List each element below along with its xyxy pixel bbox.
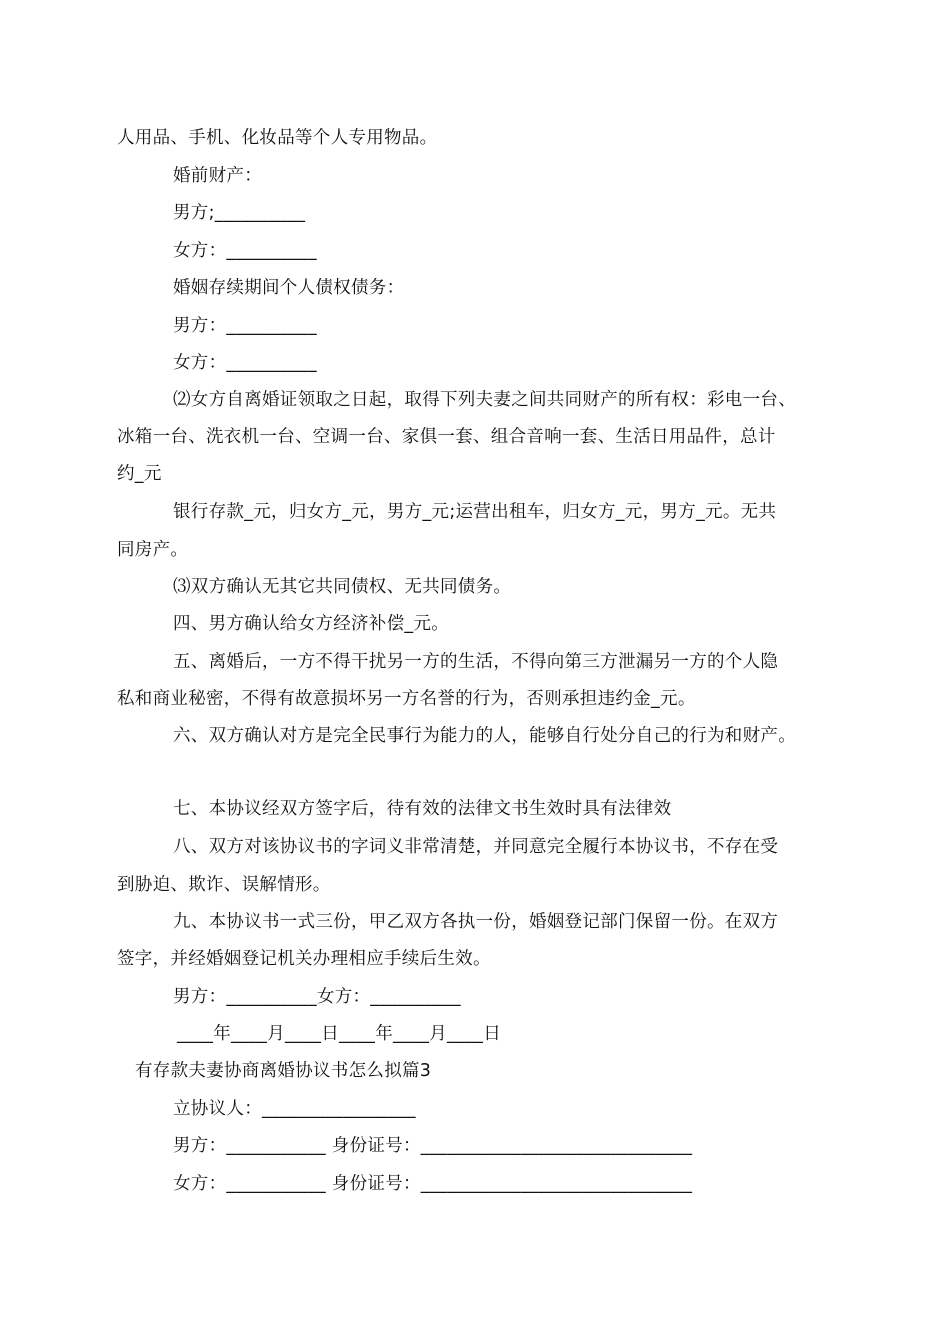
signature-line: 男方：__________女方：__________ xyxy=(173,987,461,1007)
paragraph-line: 约_元 xyxy=(117,464,162,484)
paragraph-line: 人用品、手机、化妆品等个人专用物品。 xyxy=(117,128,438,148)
paragraph-line: 私和商业秘密，不得有故意损坏另一方名誉的行为，否则承担违约金_元。 xyxy=(117,689,696,709)
section-heading: 婚姻存续期间个人债权债务： xyxy=(173,278,405,298)
paragraph-line: 四、男方确认给女方经济补偿_元。 xyxy=(173,614,450,634)
form-field-line: 女方：__________ xyxy=(173,241,317,261)
form-field-line: 男方;__________ xyxy=(173,203,306,223)
paragraph-line: 同房产。 xyxy=(117,540,189,560)
paragraph-line: 八、双方对该协议书的字词义非常清楚，并同意完全履行本协议书，不存在受 xyxy=(173,837,779,857)
document-section-title: 有存款夫妻协商离婚协议书怎么拟篇3 xyxy=(135,1061,432,1081)
form-field-line: 男方：__________ xyxy=(173,316,317,336)
paragraph-line: 签字，并经婚姻登记机关办理相应手续后生效。 xyxy=(117,949,491,969)
paragraph-line: ⑵女方自离婚证领取之日起，取得下列夫妻之间共同财产的所有权：彩电一台、 xyxy=(173,390,796,410)
paragraph-line: 七、本协议经双方签字后，待有效的法律文书生效时具有法律效 xyxy=(173,799,672,819)
paragraph-line: ⑶双方确认无其它共同债权、无共同债务。 xyxy=(173,577,512,597)
form-field-line: 立协议人：_________________ xyxy=(173,1099,416,1119)
form-field-line: 女方：__________ xyxy=(173,353,317,373)
date-line: ____年____月____日____年____月____日 xyxy=(177,1024,501,1044)
form-field-line: 女方：___________ 身份证号：______________________________ xyxy=(173,1174,693,1194)
section-heading: 婚前财产： xyxy=(173,166,262,186)
paragraph-line: 到胁迫、欺诈、误解情形。 xyxy=(117,875,331,895)
paragraph-line: 冰箱一台、洗衣机一台、空调一台、家俱一套、组合音响一套、生活日用品件，总计 xyxy=(117,427,776,447)
form-field-line: 男方：___________ 身份证号：______________________________ xyxy=(173,1136,693,1156)
paragraph-line: 九、本协议书一式三份，甲乙双方各执一份，婚姻登记部门保留一份。在双方 xyxy=(173,912,779,932)
paragraph-line: 银行存款_元，归女方_元，男方_元;运营出租车，归女方_元，男方_元。无共 xyxy=(173,502,777,522)
paragraph-line: 五、离婚后，一方不得干扰另一方的生活，不得向第三方泄漏另一方的个人隐 xyxy=(173,652,779,672)
paragraph-line: 六、双方确认对方是完全民事行为能力的人，能够自行处分自己的行为和财产。 xyxy=(173,726,796,746)
